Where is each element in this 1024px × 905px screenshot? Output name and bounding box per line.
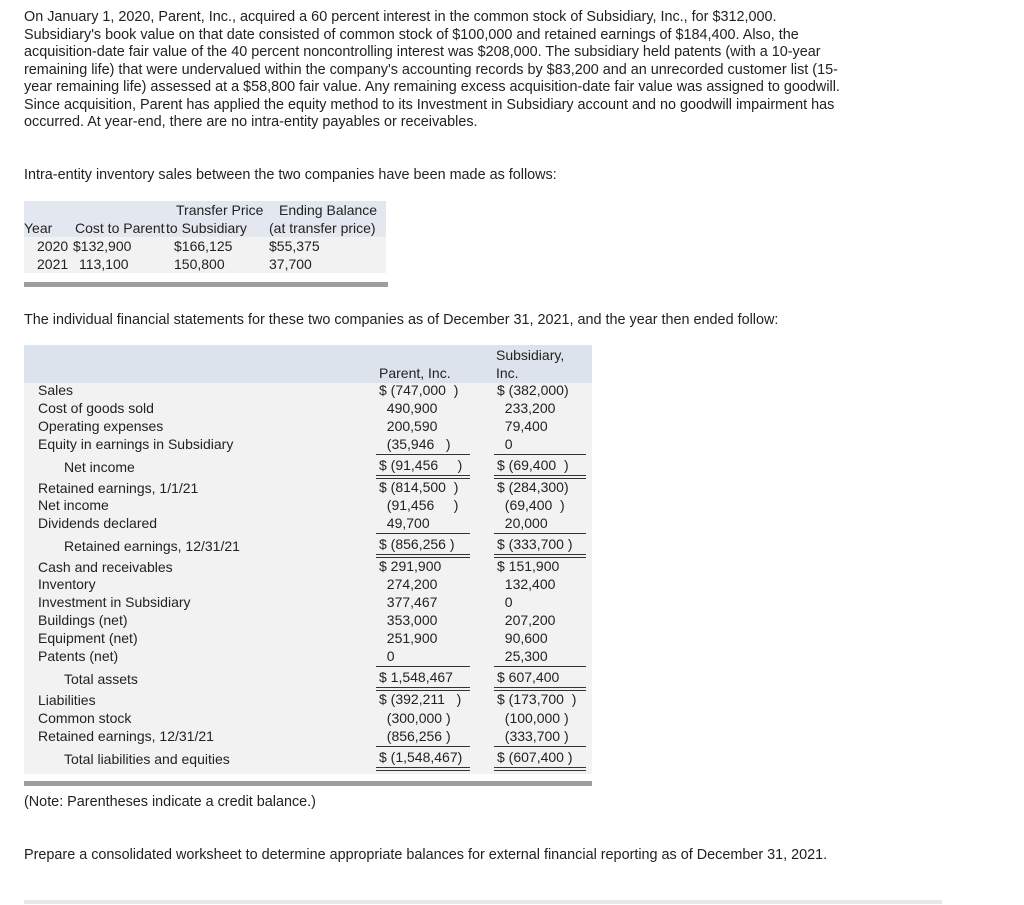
underline [494, 454, 586, 455]
header-cost: Cost to Parent [75, 220, 165, 236]
parent-value: (856,256 ) [379, 728, 451, 744]
parent-value: $ (747,000 ) [379, 382, 459, 398]
underline [494, 475, 586, 476]
row-label-total-liabilities: Total liabilities and equities [64, 751, 230, 767]
parent-value: $ (1,548,467) [379, 749, 463, 765]
underline [376, 767, 470, 768]
parent-value: 490,900 [379, 400, 438, 416]
underline [376, 554, 470, 555]
header-year: Year [24, 220, 53, 236]
row-label: Cash and receivables [38, 559, 173, 575]
transfer-table [24, 201, 386, 273]
underline [494, 767, 586, 768]
row-label-total-assets: Total assets [64, 671, 138, 687]
col-subsidiary-inc: Inc. [496, 365, 519, 381]
sub-value: 0 [497, 436, 513, 452]
sub-value: 90,600 [497, 630, 548, 646]
parent-value: (91,456 ) [379, 497, 459, 513]
parent-value: $ (814,500 ) [379, 479, 459, 495]
row-2020-year: 2020 [37, 238, 69, 254]
row-label: Retained earnings, 12/31/21 [38, 728, 214, 744]
underline [494, 533, 586, 534]
parent-value: 274,200 [379, 576, 438, 592]
row-label: Retained earnings, 1/1/21 [38, 480, 199, 496]
row-label: Common stock [38, 710, 132, 726]
sub-value: 207,200 [497, 612, 556, 628]
underline [376, 687, 470, 688]
sub-value: $ 607,400 [497, 669, 560, 685]
sub-value: $ (607,400 ) [497, 749, 573, 765]
transfer-table-divider [24, 282, 388, 287]
sub-value: $ (69,400 ) [497, 457, 569, 473]
header-to-subsidiary: to Subsidiary [166, 220, 247, 236]
underline [494, 770, 586, 771]
underline [494, 554, 586, 555]
sub-value: 233,200 [497, 400, 556, 416]
parent-value: $ (91,456 ) [379, 457, 463, 473]
header-at-transfer: (at transfer price) [269, 220, 376, 236]
inventory-lead: Intra-entity inventory sales between the two companies have been made as follows: [24, 167, 557, 183]
row-label: Sales [38, 382, 74, 398]
sub-value: $ (173,700 ) [497, 691, 577, 707]
parent-value: $ (856,256 ) [379, 536, 455, 552]
parent-value: (300,000 ) [379, 710, 451, 726]
underline [376, 770, 470, 771]
parent-value: 377,467 [379, 594, 438, 610]
parent-value: $ (392,211 ) [379, 691, 462, 707]
underline [376, 666, 470, 667]
row-2021-balance: 37,700 [269, 256, 312, 272]
parent-value: 49,700 [379, 515, 430, 531]
parent-value: (35,946 ) [379, 436, 451, 452]
sub-value: (333,700 ) [497, 728, 569, 744]
row-label: Dividends declared [38, 515, 158, 531]
underline [494, 666, 586, 667]
financial-statements-table [24, 345, 592, 774]
row-2020-cost: $132,900 [73, 238, 132, 254]
row-2020-balance: $55,375 [269, 238, 320, 254]
underline [376, 533, 470, 534]
header-transfer-price: Transfer Price [176, 202, 264, 218]
task-instructions: Prepare a consolidated worksheet to determine appropriate balances for external financial reporting as of December 31, 2021. [24, 847, 828, 863]
underline [376, 746, 470, 747]
underline [376, 475, 470, 476]
row-label: Equity in earnings in Subsidiary [38, 436, 234, 452]
sub-value: 132,400 [497, 576, 556, 592]
sub-value: $ 151,900 [497, 558, 560, 574]
row-label: Operating expenses [38, 418, 164, 434]
header-ending-balance: Ending Balance [279, 202, 378, 218]
row-2021-cost: 113,100 [79, 256, 129, 272]
underline [494, 687, 586, 688]
parent-value: 200,590 [379, 418, 438, 434]
parent-value: 0 [379, 648, 395, 664]
sub-value: $ (284,300) [497, 479, 569, 495]
parent-value: 353,000 [379, 612, 438, 628]
underline [494, 746, 586, 747]
row-label: Patents (net) [38, 648, 119, 664]
row-2021-year: 2021 [37, 256, 69, 272]
parent-value: 251,900 [379, 630, 438, 646]
row-label: Inventory [38, 576, 96, 592]
sub-value: 79,400 [497, 418, 548, 434]
col-subsidiary: Subsidiary, [496, 347, 565, 363]
row-label: Net income [38, 497, 109, 513]
row-label: Buildings (net) [38, 612, 128, 628]
sub-value: 20,000 [497, 515, 548, 531]
statements-divider [24, 781, 592, 786]
sub-value: $ (382,000) [497, 382, 569, 398]
sub-value: 0 [497, 594, 513, 610]
underline [376, 454, 470, 455]
sub-value: $ (333,700 ) [497, 536, 573, 552]
credit-note: (Note: Parentheses indicate a credit balance.) [24, 794, 316, 810]
sub-value: (69,400 ) [497, 497, 565, 513]
problem-intro: On January 1, 2020, Parent, Inc., acquired a 60 percent interest in the common stock of Subsidiary, Inc., for $312,000. Subsidiary's book value on that date consisted of common stock of $100,000 and retained earnings of $184,400. Also, the acquisition-date fair value of the 40 percent noncontrolling interest was $208,000. The subsidiary held patents (with a 10-year remaining life) that were undervalued within the company's accounting records by $83,200 and an unrecorded customer list (15-year remaining life) assessed at a $58,800 fair value. Any remaining excess acquisition-date fair value was assigned to goodwill. Since acquisition, Parent has applied the equity method to its Investment in Subsidiary account and no goodwill impairment has occurred. At year-end, there are no intra-entity payables or receivables. [24, 9, 840, 130]
bottom-divider [24, 900, 942, 904]
row-label-retained-earnings: Retained earnings, 12/31/21 [64, 538, 240, 554]
row-label: Cost of goods sold [38, 400, 154, 416]
row-label-net-income: Net income [64, 459, 135, 475]
row-label: Investment in Subsidiary [38, 594, 191, 610]
sub-value: (100,000 ) [497, 710, 569, 726]
parent-value: $ 291,900 [379, 558, 442, 574]
parent-value: $ 1,548,467 [379, 669, 453, 685]
col-parent: Parent, Inc. [379, 365, 451, 381]
sub-value: 25,300 [497, 648, 548, 664]
row-2021-price: 150,800 [174, 256, 225, 272]
row-2020-price: $166,125 [174, 238, 233, 254]
row-label: Equipment (net) [38, 630, 138, 646]
statements-lead: The individual financial statements for these two companies as of December 31, 2021, and the year then ended follow: [24, 312, 779, 328]
row-label: Liabilities [38, 692, 96, 708]
